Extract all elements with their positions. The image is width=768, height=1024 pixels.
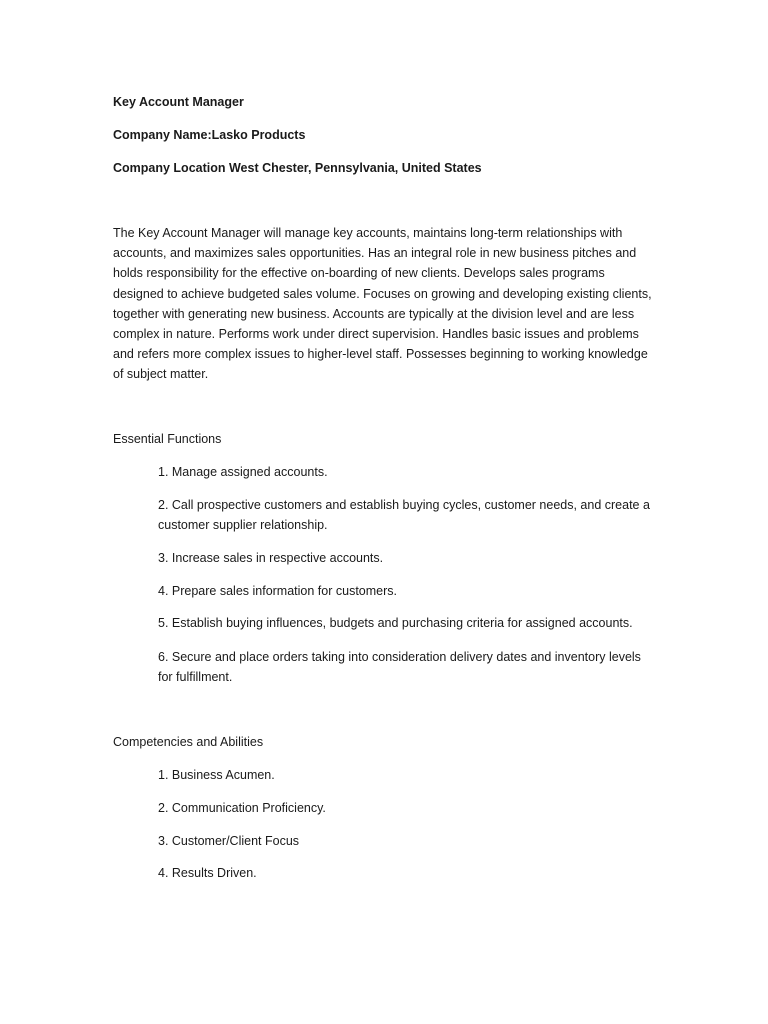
company-name: Company Name:Lasko Products (113, 128, 306, 142)
essential-function-item: 4. Prepare sales information for customers. (158, 584, 397, 598)
essential-function-item: 5. Establish buying influences, budgets and purchasing criteria for assigned accounts. (158, 616, 633, 630)
competency-item: 3. Customer/Client Focus (158, 834, 300, 848)
job-title: Key Account Manager (113, 95, 244, 109)
essential-function-item: 3. Increase sales in respective accounts. (158, 551, 384, 565)
competency-item: 1. Business Acumen. (158, 768, 275, 782)
job-description: The Key Account Manager will manage key accounts, maintains long-term relationships with accounts, and maximizes sales opportunities. Has an integral role in new business pitches and holds responsibility for the effective on-boarding of new clients. Develops sales programs designed to achieve budgeted sales volume. Focuses on growing and developing existing clients, together with generating new business. Accounts are typically at the division level and are less complex in nature. Performs work under direct supervision. Handles basic issues and problems and refers more complex issues to higher-level staff. Possesses beginning to working knowledge of subject matter. (113, 226, 652, 382)
competencies-heading: Competencies and Abilities (113, 735, 264, 749)
essential-functions-heading: Essential Functions (113, 432, 222, 446)
competency-item: 4. Results Driven. (158, 866, 257, 880)
essential-function-item: 6. Secure and place orders taking into consideration delivery dates and inventory levels for fulfillment. (158, 650, 641, 684)
essential-function-item: 1. Manage assigned accounts. (158, 465, 328, 479)
company-location: Company Location West Chester, Pennsylvania, United States (113, 161, 482, 175)
competency-item: 2. Communication Proficiency. (158, 801, 326, 815)
essential-function-item: 2. Call prospective customers and establish buying cycles, customer needs, and create a customer supplier relationship. (158, 498, 650, 532)
